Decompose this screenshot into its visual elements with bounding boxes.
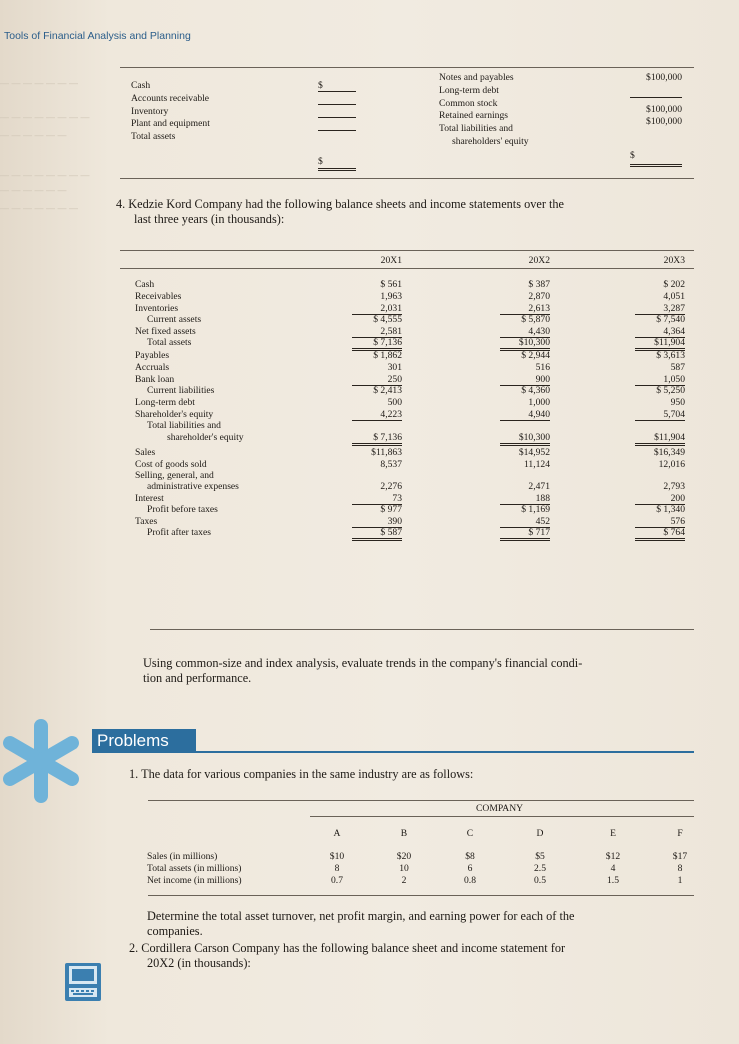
cell-value: 4,940 xyxy=(500,409,550,421)
cell-value: $ 2,413 xyxy=(373,385,402,396)
row-label: Long-term debt xyxy=(135,397,195,408)
cell-value: 390 xyxy=(352,516,402,528)
row-label: Current assets xyxy=(147,314,202,325)
cell-value: 950 xyxy=(670,397,685,408)
row-label: shareholder's equity xyxy=(167,432,244,443)
cell-value: $ 977 xyxy=(380,504,402,515)
cell-value: 2,613 xyxy=(500,303,550,315)
row-label: Taxes xyxy=(135,516,158,527)
currency-sign: $ xyxy=(318,80,323,91)
row-label: Total liabilities and xyxy=(147,420,221,431)
cell-value: $ 4,360 xyxy=(521,385,550,396)
cell-value: 2,793 xyxy=(663,481,685,492)
company-header: E xyxy=(610,828,616,839)
row-label: Accruals xyxy=(135,362,170,373)
mini-bs-label: Total assets xyxy=(131,131,176,143)
problem-1-instruction: companies. xyxy=(147,924,203,938)
mini-bs-label: Accounts receivable xyxy=(131,92,210,104)
mini-bs-label: Plant and equipment xyxy=(131,118,210,130)
common-stock-value: $100,000 xyxy=(646,104,682,115)
cell-value: $ 202 xyxy=(663,279,685,290)
cell-value: 188 xyxy=(500,493,550,505)
blank-line xyxy=(318,117,356,118)
problems-heading-rule xyxy=(92,751,694,753)
running-header: Tools of Financial Analysis and Planning xyxy=(4,30,191,42)
row-label: Total assets xyxy=(147,337,192,348)
problem-2-text: 2. Cordillera Carson Company has the following balance sheet and income statement for xyxy=(129,941,566,955)
mini-bs-label: Inventory xyxy=(131,105,169,117)
row-label: Net fixed assets xyxy=(135,326,196,337)
cell-value: $ 7,136 xyxy=(352,337,402,351)
rule xyxy=(148,800,694,801)
cell-value: 6 xyxy=(467,863,473,874)
row-label: Selling, general, and xyxy=(135,470,214,481)
company-header: B xyxy=(400,828,408,839)
mini-bs-label: Cash xyxy=(131,80,151,91)
cell-value: 1.5 xyxy=(607,875,619,886)
cell-value: 500 xyxy=(387,397,402,408)
row-label: Total assets (in millions) xyxy=(147,863,242,874)
cell-value: $12 xyxy=(605,851,621,862)
cell-value: $ 387 xyxy=(528,279,550,290)
problem-1-text: 1. The data for various companies in the same industry are as follows: xyxy=(129,767,474,781)
cell-value: $10 xyxy=(329,851,345,862)
row-label: Payables xyxy=(135,350,170,361)
cell-value: 73 xyxy=(352,493,402,505)
cell-value: $ 1,340 xyxy=(656,504,685,515)
cell-value: $ 1,862 xyxy=(373,350,402,361)
cell-value: 2 xyxy=(401,875,407,886)
year-header: 20X2 xyxy=(528,255,550,266)
mini-bs-label: Retained earnings xyxy=(439,110,508,122)
cell-value: $ 764 xyxy=(635,527,685,541)
ghost-text: — — — — — — xyxy=(0,130,67,140)
row-label: Cash xyxy=(135,279,155,290)
cell-value: 8 xyxy=(334,863,340,874)
blank-line xyxy=(318,104,356,105)
blank-line xyxy=(630,97,682,98)
problem-2-text: 20X2 (in thousands): xyxy=(147,956,251,970)
row-label: Profit after taxes xyxy=(147,527,211,538)
blank-line xyxy=(318,91,356,92)
cell-value: 8,537 xyxy=(380,459,402,470)
company-table-title: COMPANY xyxy=(476,803,524,814)
cell-value: $ 1,169 xyxy=(521,504,550,515)
cell-value: 2,471 xyxy=(528,481,550,492)
cell-value: 4,223 xyxy=(352,409,402,421)
cell-value: 576 xyxy=(635,516,685,528)
company-header: A xyxy=(333,828,341,839)
cell-value: 1,050 xyxy=(635,374,685,386)
cell-value: 1,000 xyxy=(528,397,550,408)
problem-4-text: last three years (in thousands): xyxy=(134,212,285,226)
cell-value: 8 xyxy=(677,863,683,874)
cell-value: $ 4,555 xyxy=(373,314,402,325)
cell-value: 2,276 xyxy=(380,481,402,492)
retained-earnings-value: $100,000 xyxy=(646,116,682,127)
cell-value: 2,581 xyxy=(352,326,402,338)
company-header: C xyxy=(466,828,474,839)
problems-heading: Problems xyxy=(92,729,196,753)
cell-value: $17 xyxy=(672,851,688,862)
year-header: 20X1 xyxy=(380,255,402,266)
cell-value: 1,963 xyxy=(380,291,402,302)
rule xyxy=(120,268,694,269)
cell-value: $11,904 xyxy=(635,432,685,446)
row-label: Inventories xyxy=(135,303,179,314)
cell-value: 5,704 xyxy=(635,409,685,421)
cell-value: $ 5,870 xyxy=(521,314,550,325)
company-header: D xyxy=(536,828,544,839)
rule xyxy=(148,895,694,896)
rule xyxy=(120,178,694,179)
currency-sign: $ xyxy=(318,156,323,167)
blank-line xyxy=(630,164,682,167)
row-label: Cost of goods sold xyxy=(135,459,207,470)
row-label: Bank loan xyxy=(135,374,175,385)
cell-value: $ 561 xyxy=(380,279,402,290)
ghost-text: — — — — — — xyxy=(0,185,67,195)
row-label: Sales (in millions) xyxy=(147,851,218,862)
problem-4-text: 4. Kedzie Kord Company had the following balance sheets and income statements over the xyxy=(116,197,565,211)
cell-value: 0.5 xyxy=(534,875,546,886)
year-header: 20X3 xyxy=(663,255,685,266)
cell-value: 4 xyxy=(610,863,616,874)
cell-value: $16,349 xyxy=(653,447,685,458)
cell-value: 1 xyxy=(677,875,683,886)
row-label: Net income (in millions) xyxy=(147,875,242,886)
cell-value: 10 xyxy=(399,863,409,874)
cell-value: $ 2,944 xyxy=(521,350,550,361)
problem-1-instruction: Determine the total asset turnover, net profit margin, and earning power for each of the xyxy=(147,909,575,923)
rule xyxy=(120,250,694,251)
cell-value: 900 xyxy=(500,374,550,386)
cell-value: $ 7,136 xyxy=(352,432,402,446)
ghost-text: — — — — — — — xyxy=(0,203,79,213)
notes-payables-value: $100,000 xyxy=(646,72,682,83)
blank-line xyxy=(318,130,356,131)
cell-value: $ 7,540 xyxy=(656,314,685,325)
cell-value: 516 xyxy=(535,362,550,373)
rule xyxy=(310,816,694,817)
mini-bs-label: Common stock xyxy=(439,97,498,109)
problem-4-question: tion and performance. xyxy=(143,671,252,685)
cell-value: $14,952 xyxy=(518,447,550,458)
row-label: Sales xyxy=(135,447,156,458)
cell-value: 3,287 xyxy=(635,303,685,315)
cell-value: $11,904 xyxy=(635,337,685,351)
cell-value: 4,430 xyxy=(500,326,550,338)
cell-value: 11,124 xyxy=(523,459,550,470)
mini-bs-label: shareholders' equity xyxy=(452,136,529,147)
currency-sign: $ xyxy=(630,150,635,161)
row-label: Receivables xyxy=(135,291,182,302)
row-label: Current liabilities xyxy=(147,385,215,396)
cell-value: $10,300 xyxy=(500,337,550,351)
ghost-text: — — — — — — — — xyxy=(0,170,90,180)
mini-bs-label: Notes and payables xyxy=(439,72,514,83)
cell-value: $ 717 xyxy=(500,527,550,541)
row-label: administrative expenses xyxy=(147,481,239,492)
cell-value: 587 xyxy=(670,362,685,373)
asterisk-icon xyxy=(0,716,82,806)
cell-value: 12,016 xyxy=(658,459,685,470)
cell-value: $ 587 xyxy=(352,527,402,541)
company-header: F xyxy=(677,828,683,839)
computer-icon xyxy=(64,962,102,1002)
row-label: Shareholder's equity xyxy=(135,409,214,420)
cell-value: 4,051 xyxy=(663,291,685,302)
cell-value: 2.5 xyxy=(534,863,546,874)
cell-value: 4,364 xyxy=(635,326,685,338)
cell-value: $5 xyxy=(535,851,545,862)
cell-value: $20 xyxy=(396,851,412,862)
cell-value: $ 5,250 xyxy=(656,385,685,396)
rule xyxy=(120,67,694,68)
ghost-text: — — — — — — — xyxy=(0,78,79,88)
cell-value: $10,300 xyxy=(500,432,550,446)
cell-value: 250 xyxy=(352,374,402,386)
cell-value: 200 xyxy=(635,493,685,505)
cell-value: 2,870 xyxy=(528,291,550,302)
cell-value: 2,031 xyxy=(352,303,402,315)
cell-value: $8 xyxy=(465,851,475,862)
cell-value: 301 xyxy=(387,362,402,373)
blank-line xyxy=(318,168,356,171)
cell-value: 0.8 xyxy=(464,875,476,886)
mini-bs-label: Long-term debt xyxy=(439,84,499,96)
rule xyxy=(150,629,694,630)
cell-value: $11,863 xyxy=(371,447,402,458)
row-label: Interest xyxy=(135,493,164,504)
ghost-text: — — — — — — — — xyxy=(0,112,90,122)
cell-value: 452 xyxy=(500,516,550,528)
cell-value: $ 3,613 xyxy=(656,350,685,361)
row-label: Profit before taxes xyxy=(147,504,218,515)
mini-bs-label: Total liabilities and xyxy=(439,123,513,135)
cell-value: 0.7 xyxy=(331,875,343,886)
problem-4-question: Using common-size and index analysis, evaluate trends in the company's financial condi- xyxy=(143,656,583,670)
